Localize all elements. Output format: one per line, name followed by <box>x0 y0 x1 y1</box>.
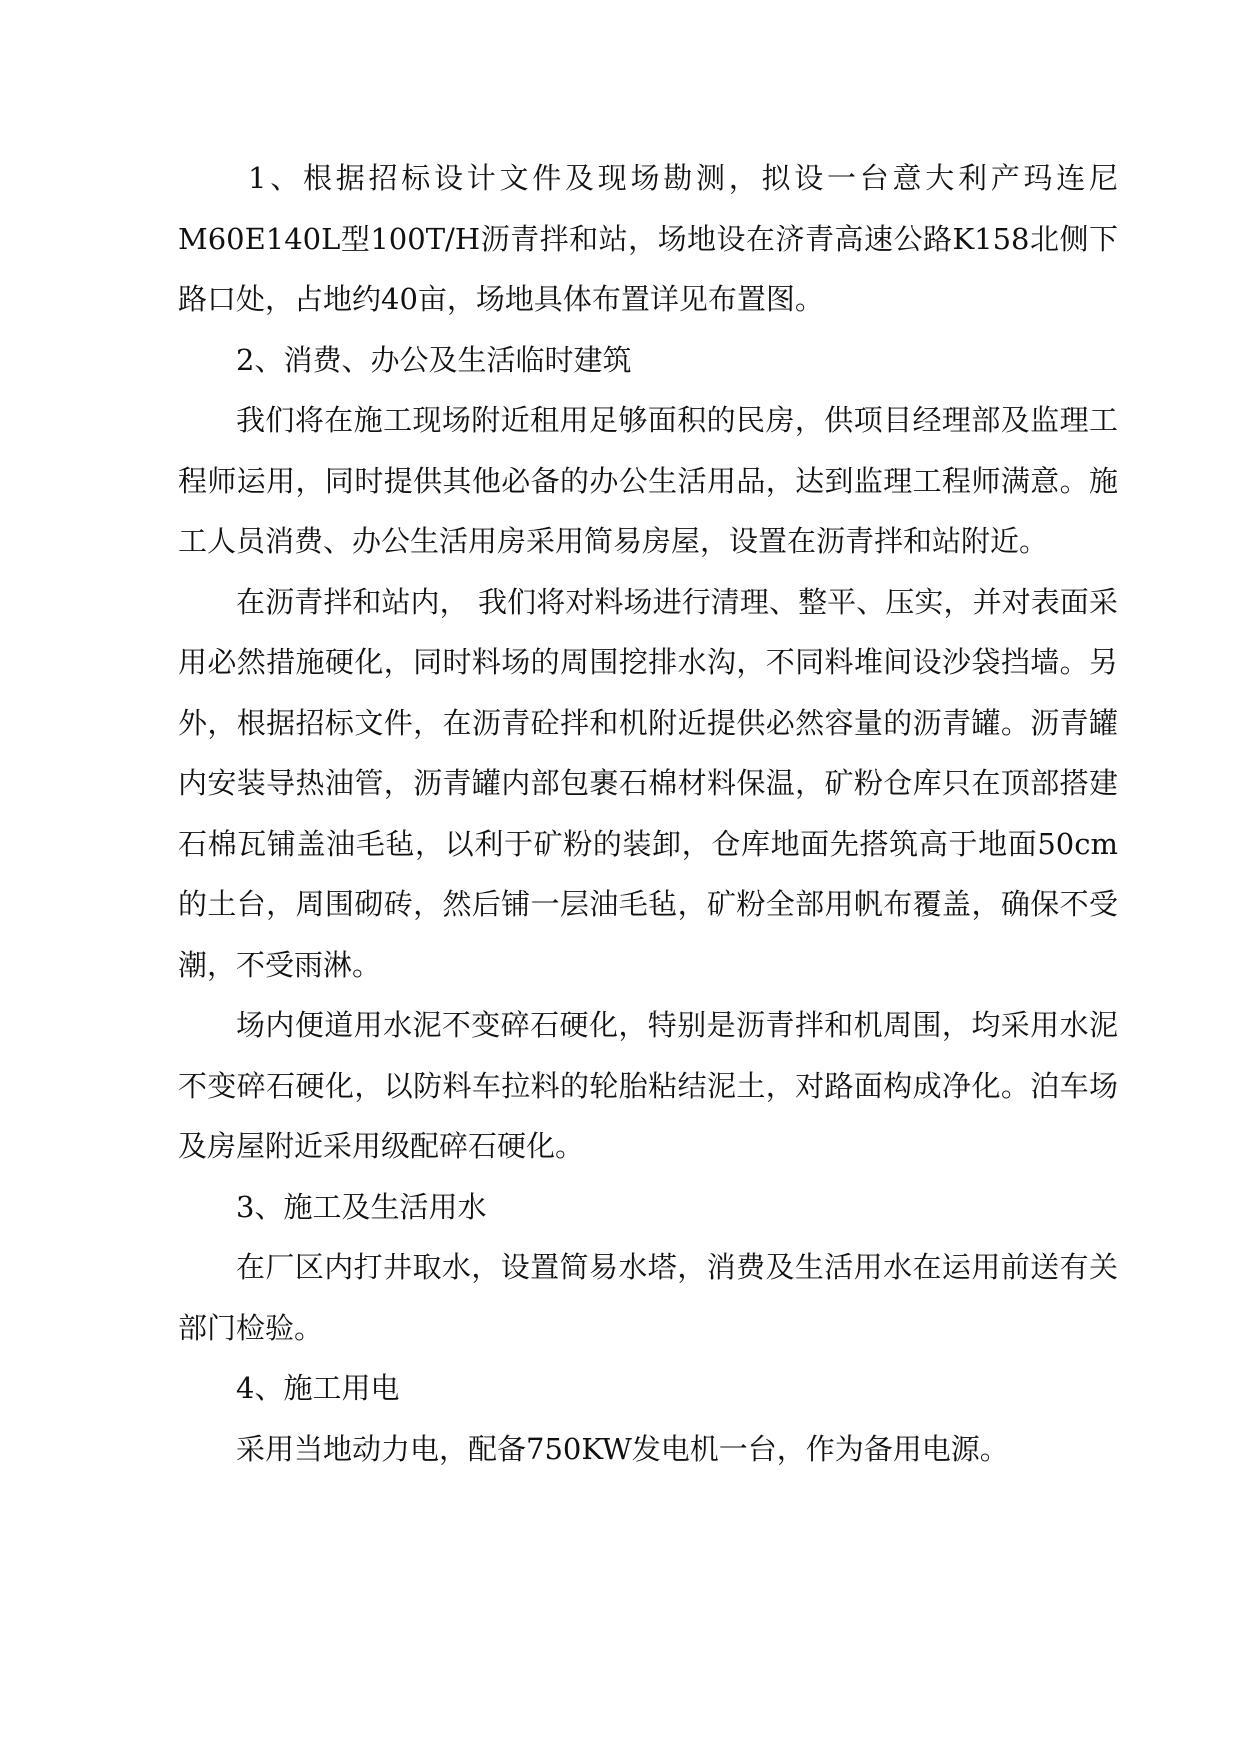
heading-power-supply: 4、施工用电 <box>236 1371 400 1405</box>
heading-water-supply: 3、施工及生活用水 <box>236 1189 487 1224</box>
paragraph-access-roads: 场内便道用水泥不变碎石硬化，特别是沥青拌和机周围，均采用水泥不变碎石硬化，以防料车拉料的轮胎粘结泥土，对路面构成净化。泊车场及房屋附近采用级配碎石硬化。 <box>178 1008 1118 1163</box>
paragraph-water-supply: 在厂区内打井取水，设置简易水塔，消费及生活用水在运用前送有关部门检验。 <box>178 1250 1118 1345</box>
paragraph-material-yard: 在沥青拌和站内， 我们将对料场进行清理、整平、压实，并对表面采用必然措施硬化，同时料场的周围挖排水沟，不同料堆间设沙袋挡墙。另外，根据招标文件，在沥青砼拌和机附近提供必然容量的沥青罐。沥青罐内安装导热油管，沥青罐内部包裹石棉材料保温，矿粉仓库只在顶部搭建石棉瓦铺盖油毛毡，以利于矿粉的装卸，仓库地面先搭筑高于地面50cm的土台，周围砌砖，然后铺一层油毛毡，矿粉全部用帆布覆盖，确保不受潮，不受雨淋。 <box>178 584 1118 982</box>
heading-temporary-buildings: 2、消费、办公及生活临时建筑 <box>236 342 632 377</box>
document-body <box>178 148 1118 1479</box>
paragraph-asphalt-plant: 1、根据招标设计文件及现场勘测，拟设一台意大利产玛连尼M60E140L型100T/H沥青拌和站，场地设在济青高速公路K158北侧下路口处，占地约40亩，场地具体布置详见布置图。 <box>178 161 1118 316</box>
paragraph-power-supply: 采用当地动力电，配备750KW发电机一台，作为备用电源。 <box>236 1431 1009 1466</box>
paragraph-office-housing: 我们将在施工现场附近租用足够面积的民房，供项目经理部及监理工程师运用，同时提供其他必备的办公生活用品，达到监理工程师满意。施工人员消费、办公生活用房采用简易房屋，设置在沥青拌和站附近。 <box>178 403 1118 558</box>
